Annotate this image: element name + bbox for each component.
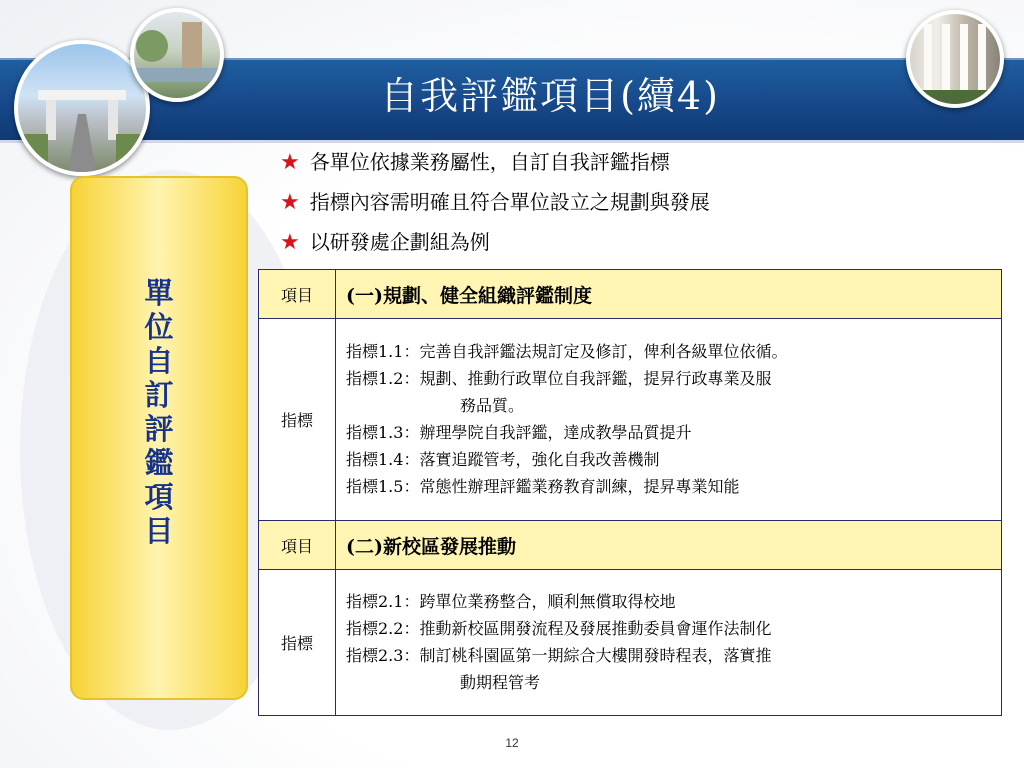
slide-title: 自我評鑑項目(續4): [380, 74, 720, 118]
indicator-label-cell: 指標: [259, 319, 336, 521]
category-cell: (一)規劃、健全組織評鑑制度: [336, 270, 1002, 319]
star-icon: ★: [280, 150, 300, 175]
evaluation-table: [258, 269, 1002, 716]
item-label-cell: 項目: [259, 270, 336, 319]
indicator-item: 指標2.1：跨單位業務整合，順利無償取得校地: [346, 591, 676, 611]
side-label-text: 單 位 自 訂 評 鑑 項 目: [144, 276, 174, 548]
bullet-list: [280, 142, 980, 262]
indicator-item: 指標2.2：推動新校區開發流程及發展推動委員會運作法制化: [346, 618, 772, 638]
page-number: 12: [505, 736, 519, 750]
bullet-item: ★ 各單位依據業務屬性，自訂自我評鑑指標: [280, 150, 670, 175]
table-row: [259, 521, 1002, 570]
category-cell: (二)新校區發展推動: [336, 521, 1002, 570]
indicator-list-cell: [336, 319, 1002, 521]
indicator-item: 指標1.1：完善自我評鑑法規訂定及修訂，俾利各級單位依循。: [346, 341, 788, 361]
indicator-item: 指標1.3：辦理學院自我評鑑，達成教學品質提升: [346, 422, 692, 442]
indicator-item: 指標2.3：制訂桃科園區第一期綜合大樓開發時程表，落實推: [346, 645, 772, 665]
bullet-item: ★ 以研發處企劃組為例: [280, 230, 490, 255]
table-row: [259, 270, 1002, 319]
indicator-list-cell: [336, 570, 1002, 716]
indicator-item-continued: 務品質。: [460, 395, 525, 415]
table-row: [259, 570, 1002, 716]
star-icon: ★: [280, 230, 300, 255]
campus-lake-photo: [130, 8, 224, 102]
indicator-item: 指標1.4：落實追蹤管考，強化自我改善機制: [346, 449, 660, 469]
indicator-item-continued: 動期程管考: [460, 672, 541, 692]
building-columns-photo: [906, 10, 1004, 108]
indicator-item: 指標1.5：常態性辦理評鑑業務教育訓練，提昇專業知能: [346, 476, 740, 496]
star-icon: ★: [280, 190, 300, 215]
indicator-item: 指標1.2：規劃、推動行政單位自我評鑑，提昇行政專業及服: [346, 368, 772, 388]
bullet-item: ★ 指標內容需明確且符合單位設立之規劃與發展: [280, 190, 710, 215]
indicator-label-cell: 指標: [259, 570, 336, 716]
item-label-cell: 項目: [259, 521, 336, 570]
table-row: [259, 319, 1002, 521]
